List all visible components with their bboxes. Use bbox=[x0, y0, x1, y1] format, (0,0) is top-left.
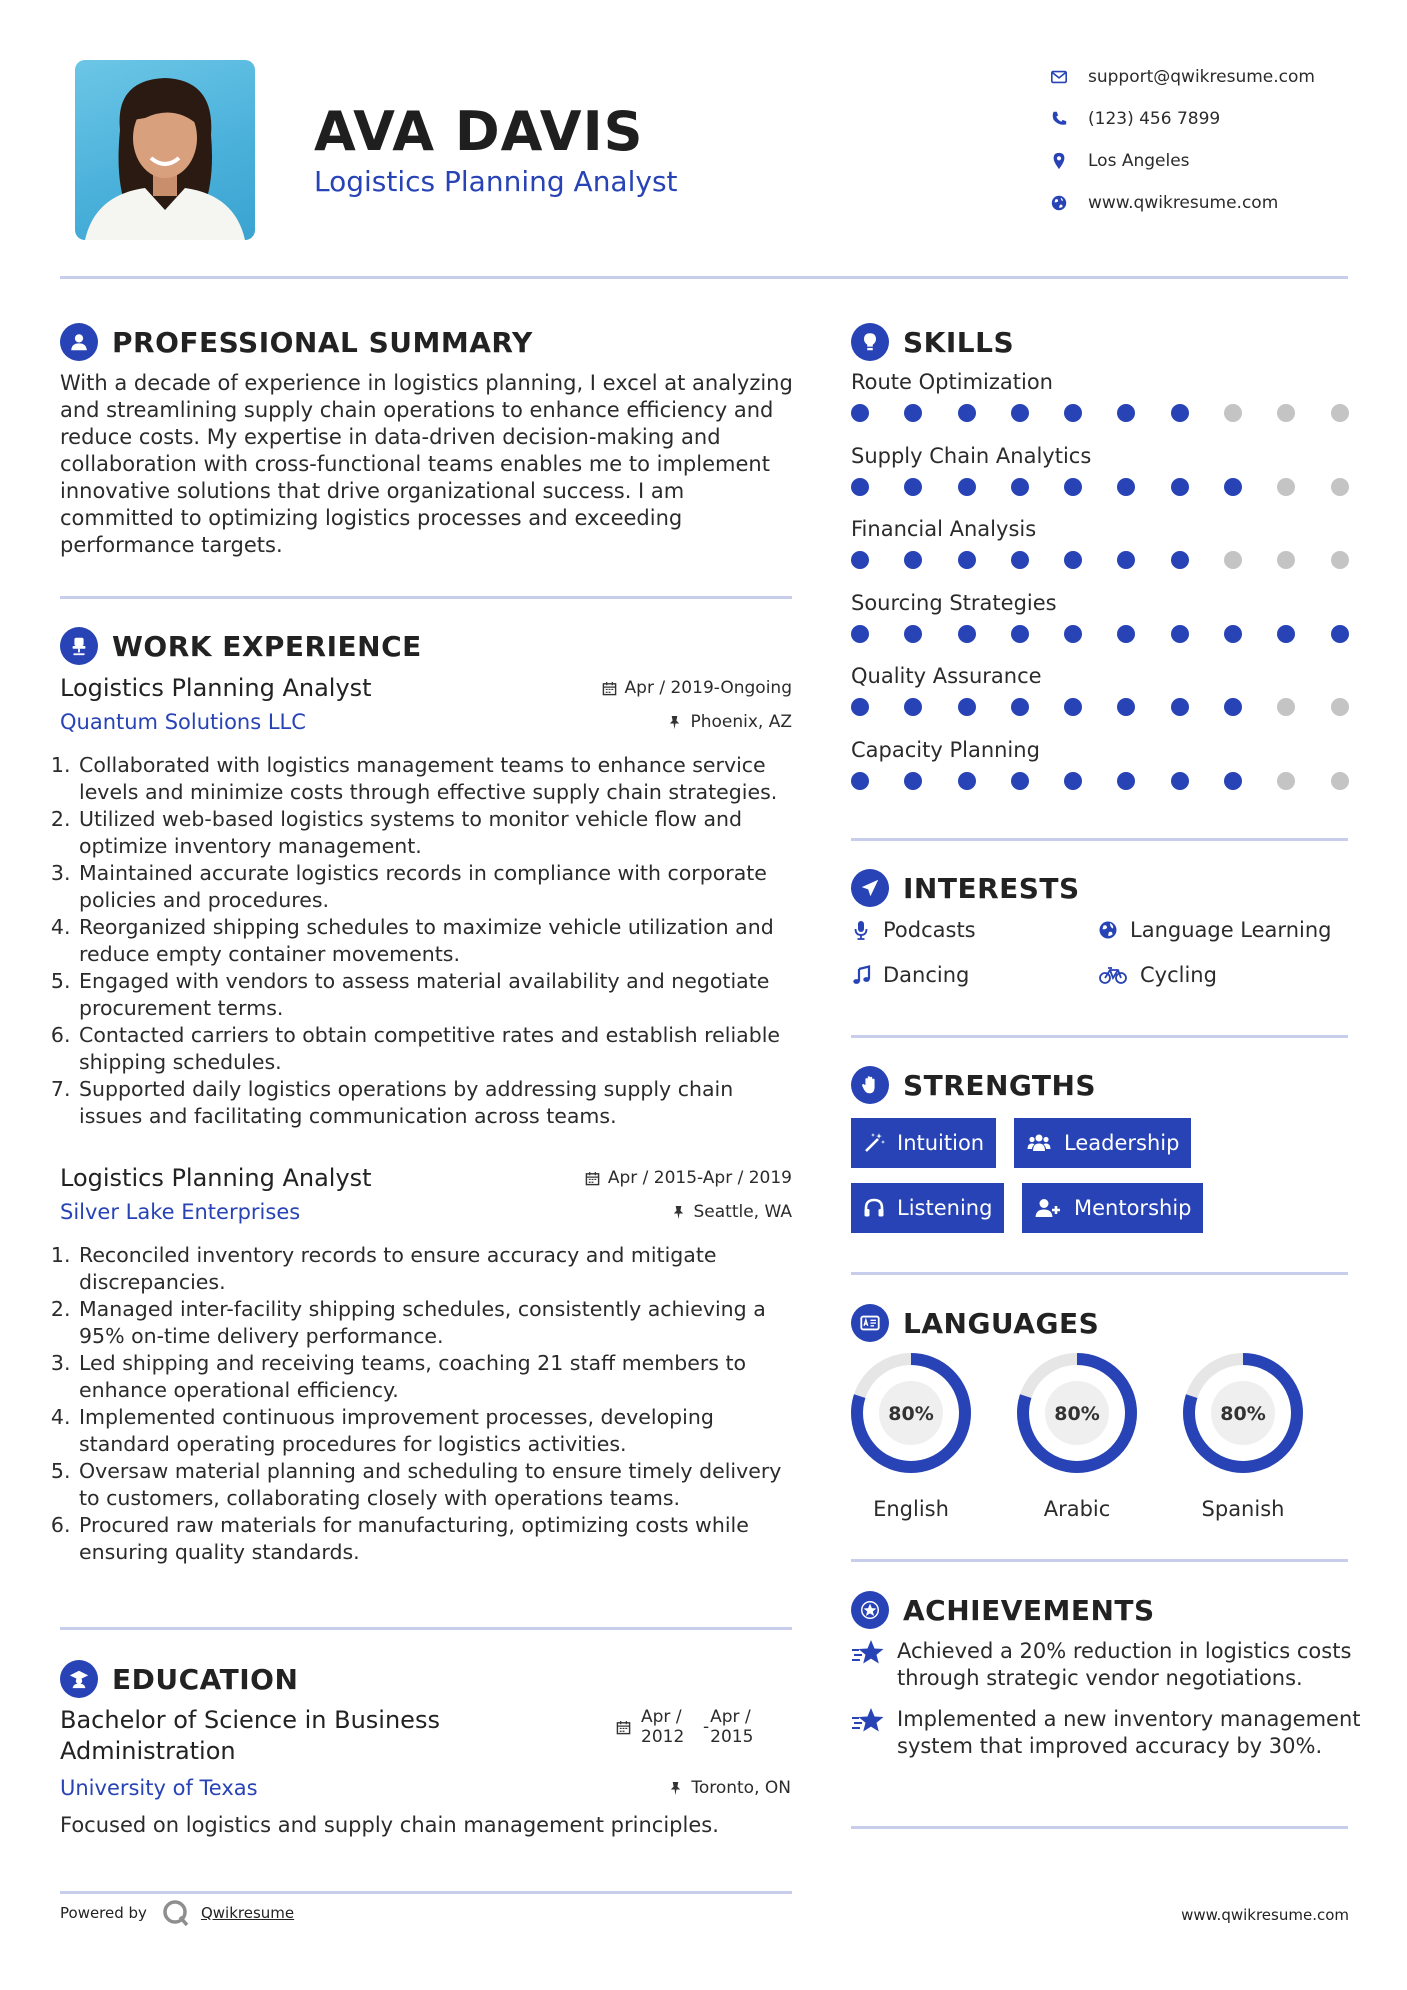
language-percent: 80% bbox=[888, 1403, 934, 1425]
rating-dot-empty bbox=[1277, 698, 1295, 716]
summary-text: With a decade of experience in logistics planning, I excel at analyzing and streamlining supply chain operations to enhance efficiency and reduce costs. My expertise in data-driven decision-making and collaboration with cross-functional teams enables me to implement innovative solutions that drive organizational success. I am committed to optimizing logistics processes and exceeding performance targets. bbox=[60, 371, 793, 557]
rating-dot-empty bbox=[1277, 772, 1295, 790]
job-sub-row bbox=[60, 1200, 792, 1224]
rating-dot-filled bbox=[1011, 772, 1029, 790]
job-bullet: 6. Procured raw materials for manufacturing, optimizing costs while ensuring quality standards. bbox=[77, 1512, 792, 1566]
job-dates bbox=[585, 1168, 792, 1188]
rating-dot-filled bbox=[1117, 772, 1135, 790]
job-dates-text: Apr / 2015-Apr / 2019 bbox=[607, 1168, 792, 1188]
music-note-icon bbox=[851, 965, 871, 985]
rating-dot-filled bbox=[1011, 625, 1029, 643]
job-bullet: 1. Collaborated with logistics management teams to enhance service levels and minimize costs through effective supply chain strategies. bbox=[77, 752, 792, 806]
languages-title: LANGUAGES bbox=[903, 1306, 1100, 1340]
pin-icon bbox=[667, 715, 682, 730]
envelope-icon bbox=[1050, 68, 1088, 86]
skill-item bbox=[851, 444, 1351, 496]
job-header-row bbox=[60, 674, 792, 702]
interest-item bbox=[851, 963, 969, 987]
rating-dot-filled bbox=[958, 772, 976, 790]
job-location-text: Phoenix, AZ bbox=[690, 712, 792, 732]
rating-dot-filled bbox=[1064, 772, 1082, 790]
rating-dot-filled bbox=[1171, 625, 1189, 643]
rating-dot-filled bbox=[1277, 625, 1295, 643]
education-title: EDUCATION bbox=[112, 1662, 299, 1696]
experience-heading bbox=[60, 627, 422, 665]
skills-title: SKILLS bbox=[903, 325, 1015, 359]
summary-title: PROFESSIONAL SUMMARY bbox=[112, 325, 533, 359]
skill-item bbox=[851, 591, 1351, 643]
graduate-icon bbox=[60, 1660, 98, 1698]
job-location-text: Seattle, WA bbox=[693, 1202, 792, 1222]
headphones-icon bbox=[863, 1197, 885, 1219]
header-divider bbox=[60, 276, 1348, 279]
strength-label: Intuition bbox=[897, 1131, 985, 1155]
globe-icon bbox=[1050, 194, 1088, 212]
education-heading bbox=[60, 1660, 298, 1698]
footer-powered-by bbox=[60, 1898, 294, 1928]
calendar-icon bbox=[585, 1171, 600, 1186]
qwikresume-link[interactable]: Qwikresume bbox=[200, 1904, 295, 1922]
rating-dot-filled bbox=[1224, 698, 1242, 716]
interests-divider bbox=[851, 1035, 1348, 1038]
skill-name: Quality Assurance bbox=[851, 664, 1042, 688]
user-plus-icon bbox=[1034, 1197, 1062, 1219]
contact-phone bbox=[1050, 98, 1315, 140]
star-icon bbox=[851, 1638, 885, 1668]
rating-dot-filled bbox=[1224, 478, 1242, 496]
experience-divider bbox=[60, 1627, 792, 1630]
hand-icon bbox=[851, 1066, 889, 1104]
skill-name: Route Optimization bbox=[851, 370, 1053, 394]
rating-dot-filled bbox=[1064, 698, 1082, 716]
skill-item bbox=[851, 517, 1351, 569]
language-item bbox=[1015, 1351, 1139, 1521]
rating-dot-filled bbox=[1117, 625, 1135, 643]
language-item bbox=[1181, 1351, 1305, 1521]
skill-name: Supply Chain Analytics bbox=[851, 443, 1092, 468]
job-location bbox=[667, 712, 792, 732]
language-percent: 80% bbox=[1220, 1403, 1266, 1425]
rating-dot-filled bbox=[1171, 551, 1189, 569]
qwikresume-logo-icon bbox=[161, 1898, 191, 1928]
job-location bbox=[671, 1202, 793, 1222]
job-dates-text: Apr / 2019-Ongoing bbox=[624, 678, 792, 698]
experience-title: WORK EXPERIENCE bbox=[112, 629, 422, 663]
job-bullet: 4. Reorganized shipping schedules to maximize vehicle utilization and reduce empty container movements. bbox=[77, 914, 792, 968]
footer-website[interactable]: www.qwikresume.com bbox=[1181, 1906, 1349, 1924]
map-pin-icon bbox=[1050, 152, 1088, 170]
achievement-item bbox=[851, 1638, 1367, 1692]
language-card-icon bbox=[851, 1304, 889, 1342]
company-name: Silver Lake Enterprises bbox=[60, 1200, 301, 1224]
languages-divider bbox=[851, 1559, 1348, 1562]
language-name: Arabic bbox=[1043, 1497, 1111, 1521]
education-start: Apr / 2012 bbox=[641, 1707, 685, 1747]
skills-divider bbox=[851, 838, 1348, 841]
rating-dot-filled bbox=[904, 478, 922, 496]
interest-item bbox=[851, 918, 976, 942]
website-text[interactable]: www.qwikresume.com bbox=[1088, 193, 1279, 213]
rating-dot-filled bbox=[851, 625, 869, 643]
rating-dot-filled bbox=[851, 772, 869, 790]
interest-label: Language Learning bbox=[1130, 918, 1332, 942]
company-name: Quantum Solutions LLC bbox=[60, 710, 306, 734]
interest-label: Podcasts bbox=[883, 918, 976, 942]
users-icon bbox=[1026, 1132, 1052, 1154]
rating-dot-filled bbox=[904, 698, 922, 716]
calendar-icon bbox=[602, 681, 617, 696]
job-title: Logistics Planning Analyst bbox=[60, 674, 372, 702]
rating-dot-filled bbox=[958, 478, 976, 496]
contact-email bbox=[1050, 56, 1315, 98]
rating-dot-filled bbox=[958, 698, 976, 716]
rating-dot-filled bbox=[1011, 698, 1029, 716]
paper-plane-icon bbox=[851, 869, 889, 907]
strengths-heading bbox=[851, 1066, 1096, 1104]
education-end: Apr / 2015 bbox=[710, 1707, 754, 1747]
language-item bbox=[849, 1351, 973, 1521]
strength-label: Leadership bbox=[1064, 1131, 1180, 1155]
rating-dot-filled bbox=[904, 551, 922, 569]
location-text: Los Angeles bbox=[1088, 151, 1190, 171]
star-icon bbox=[851, 1706, 885, 1736]
strength-chip bbox=[851, 1183, 1004, 1233]
office-chair-icon bbox=[60, 627, 98, 665]
strengths-title: STRENGTHS bbox=[903, 1068, 1097, 1102]
job-bullets bbox=[60, 752, 792, 1130]
job-bullet: 2. Managed inter-facility shipping schedules, consistently achieving a 95% on-time delivery performance. bbox=[77, 1296, 792, 1350]
strength-label: Listening bbox=[897, 1196, 993, 1220]
interest-item bbox=[1098, 963, 1217, 987]
rating-dot-filled bbox=[1117, 698, 1135, 716]
skills-heading bbox=[851, 323, 1014, 361]
rating-dot-empty bbox=[1331, 772, 1349, 790]
job-title: Logistics Planning Analyst bbox=[60, 1164, 372, 1192]
phone-icon bbox=[1050, 110, 1088, 128]
rating-dot-empty bbox=[1331, 404, 1349, 422]
skill-rating bbox=[851, 772, 1351, 790]
phone-text: (123) 456 7899 bbox=[1088, 109, 1221, 129]
rating-dot-filled bbox=[1117, 551, 1135, 569]
job-bullet: 3. Maintained accurate logistics records in compliance with corporate policies and procedures. bbox=[77, 860, 792, 914]
education-location-text: Toronto, ON bbox=[691, 1778, 791, 1798]
rating-dot-empty bbox=[1224, 551, 1242, 569]
rating-dot-empty bbox=[1224, 404, 1242, 422]
rating-dot-empty bbox=[1331, 698, 1349, 716]
job-entry bbox=[60, 1164, 792, 1566]
profile-photo bbox=[75, 60, 255, 240]
rating-dot-filled bbox=[1064, 625, 1082, 643]
rating-dot-filled bbox=[1064, 551, 1082, 569]
strength-label: Mentorship bbox=[1074, 1196, 1192, 1220]
rating-dot-filled bbox=[1064, 404, 1082, 422]
rating-dot-filled bbox=[851, 404, 869, 422]
languages-heading bbox=[851, 1304, 1099, 1342]
rating-dot-filled bbox=[1064, 478, 1082, 496]
rating-dot-empty bbox=[1277, 551, 1295, 569]
strengths-divider bbox=[851, 1272, 1348, 1275]
rating-dot-filled bbox=[1171, 698, 1189, 716]
job-sub-row bbox=[60, 710, 792, 734]
rating-dot-filled bbox=[1011, 478, 1029, 496]
skill-rating bbox=[851, 404, 1351, 422]
rating-dot-filled bbox=[851, 551, 869, 569]
rating-dot-filled bbox=[1171, 772, 1189, 790]
strength-chip bbox=[1014, 1118, 1191, 1168]
school-name: University of Texas bbox=[60, 1776, 258, 1800]
rating-dot-filled bbox=[904, 772, 922, 790]
microphone-icon bbox=[851, 920, 871, 940]
skill-rating bbox=[851, 551, 1351, 569]
rating-dot-filled bbox=[958, 404, 976, 422]
education-end-prefix: - bbox=[703, 1717, 710, 1737]
degree-name: Bachelor of Science in Business Administration bbox=[60, 1706, 440, 1765]
rating-dot-filled bbox=[1331, 625, 1349, 643]
achievements-title: ACHIEVEMENTS bbox=[903, 1593, 1155, 1627]
job-entry bbox=[60, 674, 792, 1130]
interests-title: INTERESTS bbox=[903, 871, 1080, 905]
job-bullet: 3. Led shipping and receiving teams, coaching 21 staff members to enhance operational efficiency. bbox=[77, 1350, 792, 1404]
rating-dot-filled bbox=[1117, 404, 1135, 422]
candidate-name: AVA DAVIS bbox=[314, 100, 644, 163]
skill-name: Sourcing Strategies bbox=[851, 590, 1057, 615]
interest-label: Cycling bbox=[1140, 963, 1217, 987]
job-bullet: 6. Contacted carriers to obtain competitive rates and establish reliable shipping schedules. bbox=[77, 1022, 792, 1076]
rating-dot-filled bbox=[1224, 772, 1242, 790]
skill-name: Financial Analysis bbox=[851, 517, 1037, 541]
calendar-icon bbox=[616, 1720, 631, 1735]
education-description: Focused on logistics and supply chain management principles. bbox=[60, 1813, 719, 1837]
skill-item bbox=[851, 738, 1351, 790]
language-name: English bbox=[873, 1497, 949, 1521]
rating-dot-filled bbox=[958, 625, 976, 643]
job-bullet: 5. Oversaw material planning and scheduling to ensure timely delivery to customers, collaborating closely with operations teams. bbox=[77, 1458, 792, 1512]
interest-label: Dancing bbox=[883, 963, 970, 987]
pin-icon bbox=[668, 1781, 683, 1796]
rating-dot-empty bbox=[1277, 404, 1295, 422]
user-icon bbox=[60, 323, 98, 361]
job-bullet: 1. Reconciled inventory records to ensure accuracy and mitigate discrepancies. bbox=[77, 1242, 792, 1296]
rating-dot-filled bbox=[904, 625, 922, 643]
job-bullet: 5. Engaged with vendors to assess material availability and negotiate procurement terms. bbox=[77, 968, 792, 1022]
rating-dot-empty bbox=[1331, 551, 1349, 569]
magic-wand-icon bbox=[863, 1132, 885, 1154]
rating-dot-filled bbox=[1224, 625, 1242, 643]
rating-dot-empty bbox=[1277, 478, 1295, 496]
education-divider bbox=[60, 1891, 792, 1894]
achievements-divider bbox=[851, 1826, 1348, 1829]
language-progress-ring bbox=[1181, 1351, 1305, 1475]
rating-dot-filled bbox=[851, 698, 869, 716]
achievement-text: Implemented a new inventory management system that improved accuracy by 30%. bbox=[897, 1707, 1361, 1758]
interests-heading bbox=[851, 869, 1080, 907]
pin-icon bbox=[671, 1205, 686, 1220]
rating-dot-filled bbox=[1011, 404, 1029, 422]
skill-rating bbox=[851, 478, 1351, 496]
interest-item bbox=[1098, 918, 1331, 942]
education-location bbox=[668, 1778, 791, 1798]
summary-heading bbox=[60, 323, 533, 361]
job-dates bbox=[602, 678, 792, 698]
rating-dot-filled bbox=[1117, 478, 1135, 496]
candidate-title: Logistics Planning Analyst bbox=[314, 165, 678, 198]
language-percent: 80% bbox=[1054, 1403, 1100, 1425]
rating-dot-filled bbox=[1011, 551, 1029, 569]
skill-item bbox=[851, 370, 1351, 422]
bicycle-icon bbox=[1098, 965, 1128, 985]
summary-divider bbox=[60, 596, 792, 599]
job-bullet: 7. Supported daily logistics operations by addressing supply chain issues and facilitating communication across teams. bbox=[77, 1076, 792, 1130]
rating-dot-filled bbox=[1171, 478, 1189, 496]
rating-dot-filled bbox=[851, 478, 869, 496]
skill-item bbox=[851, 664, 1351, 716]
achievements-heading bbox=[851, 1591, 1155, 1629]
powered-by-label: Powered by bbox=[60, 1904, 147, 1922]
lightbulb-icon bbox=[851, 323, 889, 361]
strength-chip bbox=[1022, 1183, 1203, 1233]
job-bullets bbox=[60, 1242, 792, 1566]
globe-icon bbox=[1098, 920, 1118, 940]
job-header-row bbox=[60, 1164, 792, 1192]
contact-location bbox=[1050, 140, 1315, 182]
skill-rating bbox=[851, 698, 1351, 716]
skill-name: Capacity Planning bbox=[851, 737, 1040, 762]
rating-dot-filled bbox=[958, 551, 976, 569]
education-dates bbox=[616, 1707, 772, 1747]
job-bullet: 2. Utilized web-based logistics systems to monitor vehicle flow and optimize inventory management. bbox=[77, 806, 792, 860]
skill-rating bbox=[851, 625, 1351, 643]
contact-website bbox=[1050, 182, 1315, 224]
rating-dot-filled bbox=[904, 404, 922, 422]
star-badge-icon bbox=[851, 1591, 889, 1629]
achievement-text: Achieved a 20% reduction in logistics costs through strategic vendor negotiations. bbox=[897, 1639, 1352, 1690]
language-name: Spanish bbox=[1201, 1497, 1285, 1521]
strength-chip bbox=[851, 1118, 996, 1168]
email-text[interactable]: support@qwikresume.com bbox=[1088, 67, 1315, 87]
contact-list bbox=[1050, 56, 1315, 224]
job-bullet: 4. Implemented continuous improvement processes, developing standard operating procedures for logistics activities. bbox=[77, 1404, 792, 1458]
achievement-item bbox=[851, 1706, 1367, 1760]
language-progress-ring bbox=[849, 1351, 973, 1475]
rating-dot-empty bbox=[1331, 478, 1349, 496]
rating-dot-filled bbox=[1171, 404, 1189, 422]
language-progress-ring bbox=[1015, 1351, 1139, 1475]
